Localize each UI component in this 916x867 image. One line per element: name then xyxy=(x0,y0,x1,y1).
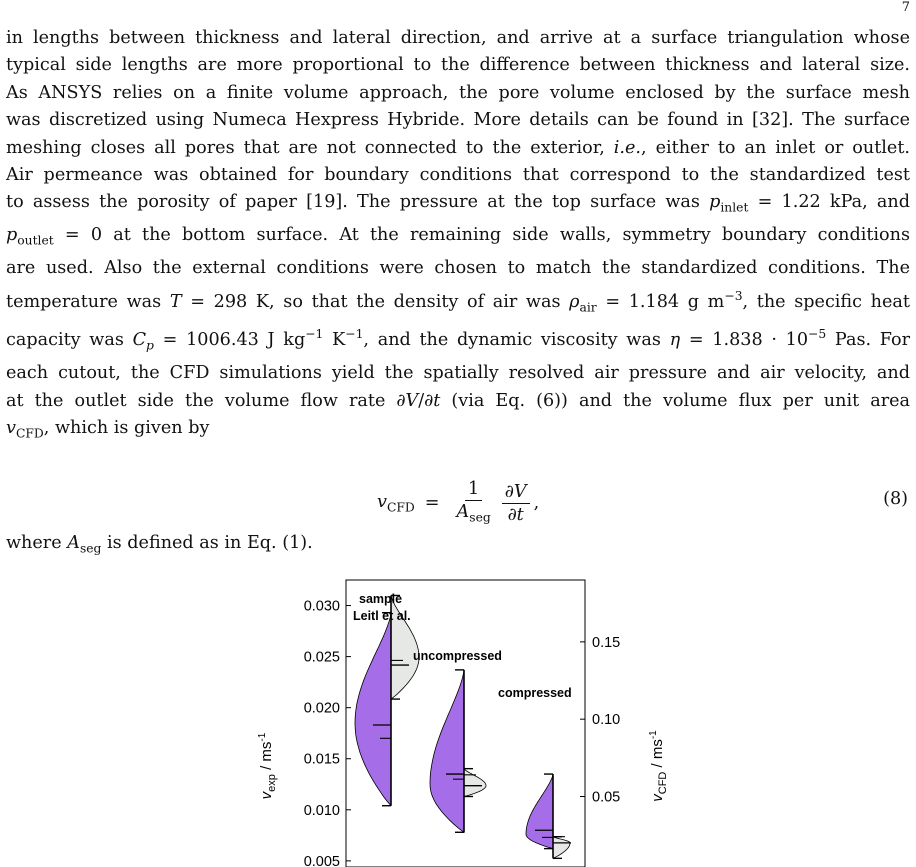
violin-group xyxy=(430,670,486,832)
eq-fraction-2 xyxy=(502,481,530,526)
paragraph-line: temperature was T = 298 K, so that the density of air was $\rho_{air} = 1.184$ g $m^{-3}$, the specific heat xyxy=(6,288,910,315)
paragraph-line: capacity was $C_p = 1006.43$ J $kg^{-1}$ $K^{-1}$, and the dynamic viscosity was $\eta = 1.838 \cdot 10^{-5}$ Pas. For xyxy=(6,327,911,353)
violin-cfd-half xyxy=(464,769,486,797)
eq-trail: , xyxy=(533,493,540,514)
left-tick-label: 0.005 xyxy=(303,853,340,867)
paragraph-line: was discretized using Numeca Hexpress Hybride. More details can be found in [32]. The surface xyxy=(6,110,910,131)
after-equation-text xyxy=(6,530,313,563)
paragraph-line: Air permeance was obtained for boundary conditions that correspond to the standardized test xyxy=(6,165,910,186)
left-tick-label: 0.025 xyxy=(303,649,340,666)
paragraph-line: at the outlet side the volume flow rate ∂V/∂t (via Eq. (6)) and the volume flux per unit area xyxy=(6,390,911,411)
paragraph-line: each cutout, the CFD simulations yield the spatially resolved air pressure and air velocity, and xyxy=(6,363,910,384)
equation-body xyxy=(377,478,539,529)
left-tick-label: 0.015 xyxy=(303,751,340,768)
paragraph-line: As ANSYS relies on a finite volume approach, the pore volume enclosed by the surface mesh xyxy=(6,82,910,103)
body-paragraph xyxy=(6,25,910,448)
violin-cfd-half xyxy=(553,837,570,859)
eq-frac1-num: 1 xyxy=(465,478,482,501)
violin-group xyxy=(526,774,571,858)
group-label-compressed: compressed xyxy=(498,686,572,700)
right-axis xyxy=(580,635,620,806)
paragraph-line: in lengths between thickness and lateral direction, and arrive at a surface triangulation whose xyxy=(6,28,910,48)
eq-frac1-den: A xyxy=(456,502,470,522)
left-tick-label: 0.020 xyxy=(303,700,340,717)
violin-group xyxy=(355,595,419,805)
violin-exp-half xyxy=(430,670,464,832)
group-label-uncompressed: uncompressed xyxy=(413,649,502,663)
paragraph-line: typical side lengths are more proportional to the difference between thickness and lateral size. xyxy=(6,55,910,76)
equation-number: (8) xyxy=(883,489,908,509)
paragraph-line: to assess the porosity of paper [19]. The pressure at the top surface was $p_{inlet} = 1.22$ kPa, and xyxy=(6,192,910,215)
eq-frac2-den: ∂t xyxy=(507,504,524,525)
group-label-sample-2: Leitl et al. xyxy=(353,609,411,623)
after-eq-symbol: A xyxy=(67,533,80,553)
paragraph-line: are used. Also the external conditions were chosen to match the standardized conditions. The xyxy=(6,258,910,279)
eq-lhs: v xyxy=(377,492,387,512)
paragraph-line: meshing closes all pores that are not connected to the exterior, i.e., either to an inlet or outlet. xyxy=(6,137,910,158)
right-tick-label: 0.05 xyxy=(592,789,621,806)
after-eq-prefix: where xyxy=(6,533,68,553)
violin-exp-half xyxy=(355,613,391,806)
after-eq-symbol-sub: seg xyxy=(79,541,102,556)
right-axis-label: $v_{CFD} / ms^{-1}$ xyxy=(648,730,669,802)
violin-chart xyxy=(0,570,916,867)
eq-frac2-num: ∂V xyxy=(504,481,527,502)
eq-frac1-den-sub: seg xyxy=(469,510,491,525)
right-tick-label: 0.10 xyxy=(592,712,621,729)
violins-layer xyxy=(355,595,571,858)
eq-equals: = xyxy=(424,493,440,514)
left-axis xyxy=(304,599,351,867)
right-tick-label: 0.15 xyxy=(592,634,621,651)
left-tick-label: 0.030 xyxy=(303,598,340,615)
left-axis-label: $v_{exp} / ms^{-1}$ xyxy=(257,732,278,800)
violin-figure xyxy=(0,570,916,867)
after-eq-suffix: is defined as in Eq. (1). xyxy=(101,533,313,553)
eq-fraction-1 xyxy=(454,478,494,529)
equation-8 xyxy=(0,470,916,536)
paragraph-line: $v_{CFD}$, which is given by xyxy=(6,418,210,441)
group-label-sample: sample xyxy=(359,592,403,606)
page-number: 7 xyxy=(901,0,910,15)
eq-lhs-sub: CFD xyxy=(386,500,415,515)
left-tick-label: 0.010 xyxy=(303,802,340,819)
paragraph-line: $p_{outlet} = 0$ at the bottom surface. At the remaining side walls, symmetry boundary conditions xyxy=(6,225,910,248)
